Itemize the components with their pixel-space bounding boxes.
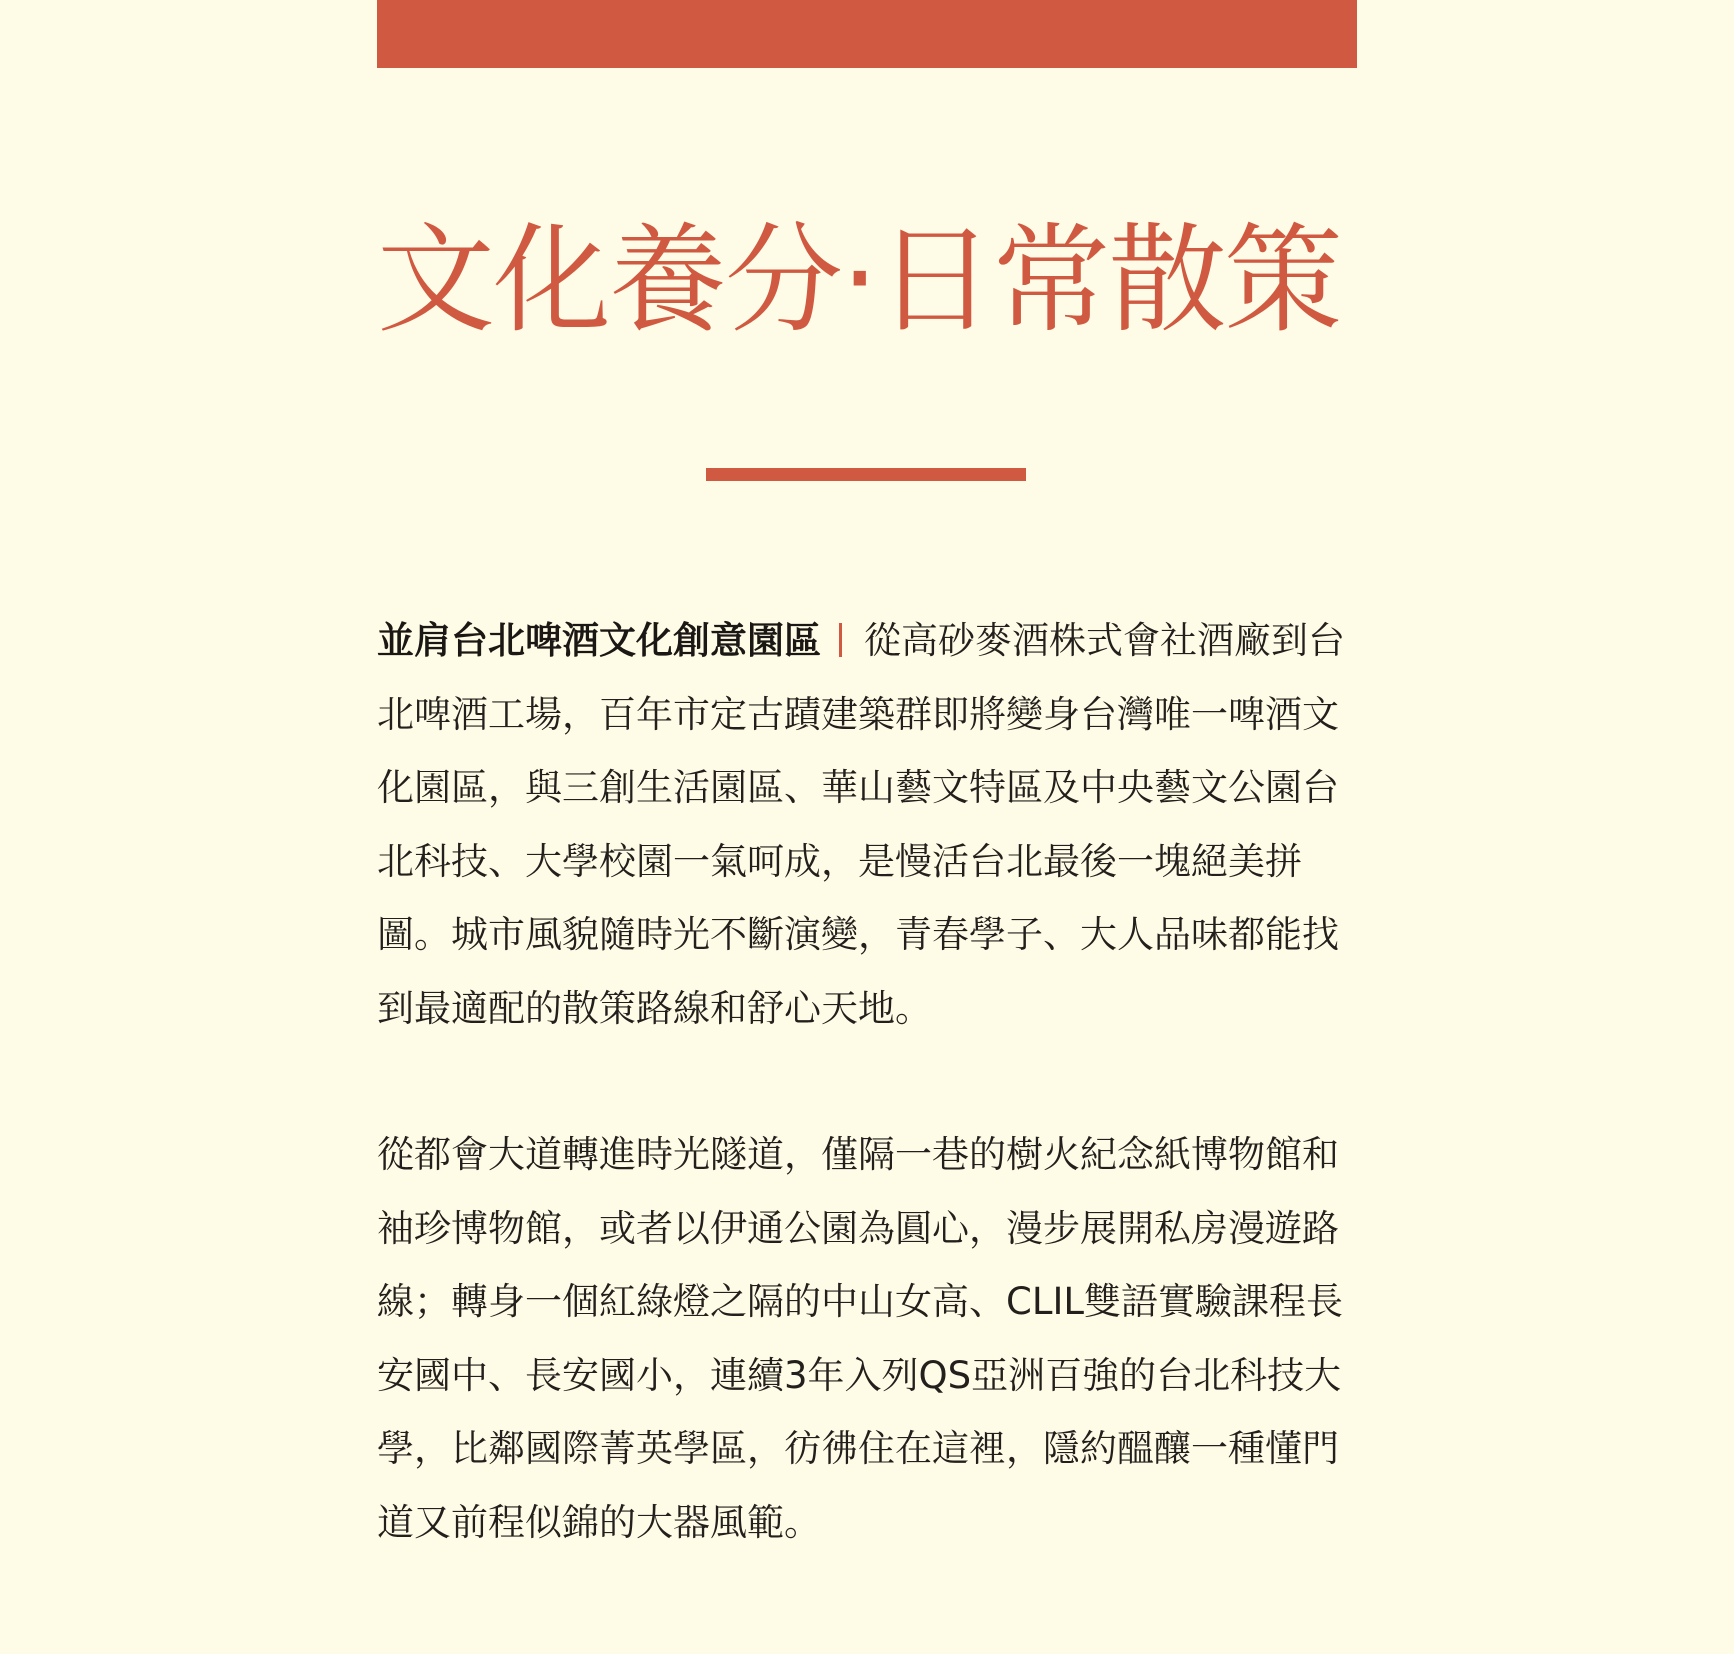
paragraph-text: 從高砂麥酒株式會社酒廠到台北啤酒工場，百年市定古蹟建築群即將變身台灣唯一啤酒文化園區，與三創生活園區、華山藝文特區及中央藝文公園台北科技、大學校園一氣呵成，是慢活台北最後一塊絕美拼圖。城市風貌隨時光不斷演變，青春學子、大人品味都能找到最適配的散策路線和舒心天地。 (377, 619, 1345, 1030)
title-divider (706, 468, 1026, 481)
top-accent-bar (377, 0, 1357, 68)
paragraph-lead: 並肩台北啤酒文化創意園區 (377, 619, 821, 662)
paragraph-text: 從都會大道轉進時光隧道，僅隔一巷的樹火紀念紙博物館和袖珍博物館，或者以伊通公園為圓心，漫步展開私房漫遊路線；轉身一個紅綠燈之隔的中山女高、CLIL雙語實驗課程長安國中、長安國小，連續3年入列QS亞洲百強的台北科技大學，比鄰國際菁英學區，彷彿住在這裡，隱約醞釀一種懂門道又前程似錦的大器風範。 (377, 1133, 1343, 1544)
page-title: 文化養分‧日常散策 (377, 211, 1341, 349)
lead-separator (839, 623, 842, 657)
paragraph-body (377, 1118, 1367, 1559)
paragraph-intro (377, 604, 1367, 1045)
